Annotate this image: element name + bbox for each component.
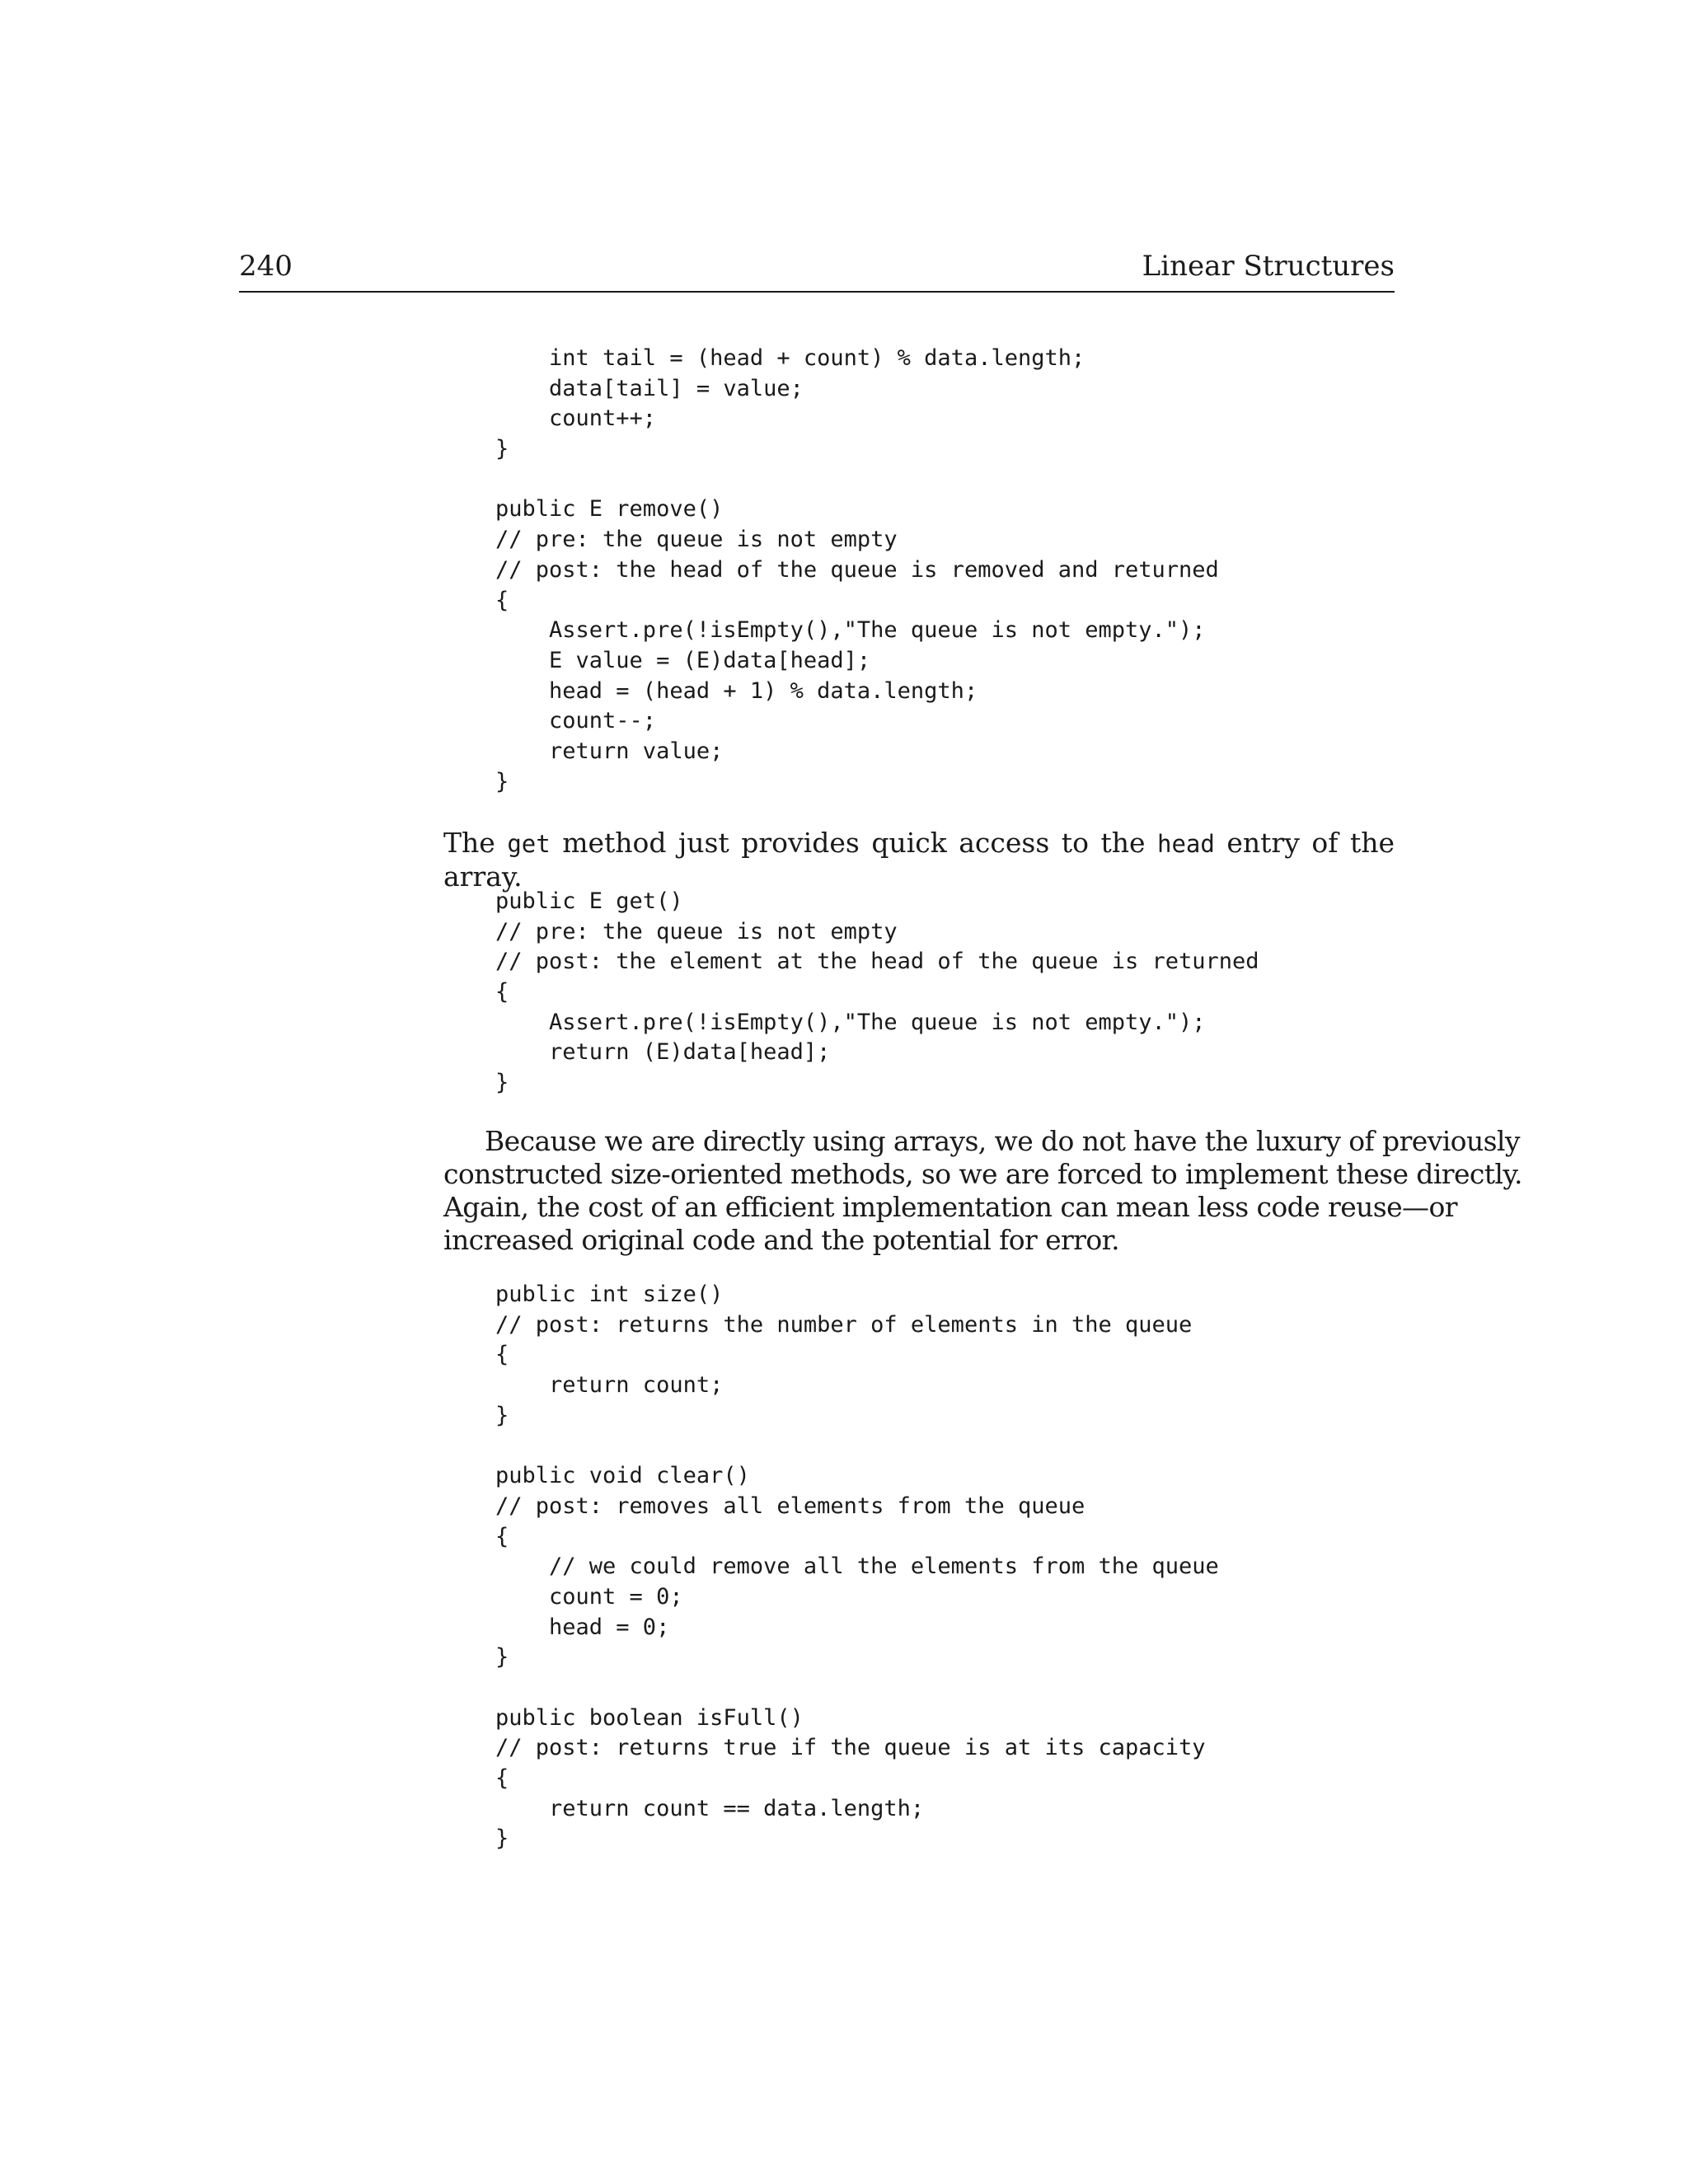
code-line: public void clear(): [495, 1463, 750, 1489]
code-line: {: [495, 1342, 509, 1368]
code-line: {: [495, 587, 509, 613]
code-line: }: [495, 1825, 509, 1852]
code-line: }: [495, 436, 509, 462]
code-block-get: [495, 887, 1259, 1099]
code-line: // pre: the queue is not empty: [495, 527, 898, 553]
running-head: Linear Structures: [1142, 250, 1395, 283]
code-line: public boolean isFull(): [495, 1704, 804, 1731]
code-line: }: [495, 1644, 509, 1671]
code-line: // post: returns true if the queue is at its capacity: [495, 1735, 1206, 1761]
text-run: method just provides quick access to the: [550, 827, 1158, 859]
code-line: public E remove(): [495, 496, 724, 523]
code-line: }: [495, 768, 509, 794]
code-line: head = (head + 1) % data.length;: [495, 677, 978, 704]
code-line: count++;: [495, 405, 657, 432]
code-line: Assert.pre(!isEmpty(),"The queue is not empty.");: [495, 1009, 1206, 1035]
code-line: Assert.pre(!isEmpty(),"The queue is not empty.");: [495, 617, 1206, 644]
code-line: data[tail] = value;: [495, 375, 804, 401]
text-run: The: [443, 827, 508, 859]
code-line: public int size(): [495, 1282, 724, 1307]
code-line: // pre: the queue is not empty: [495, 918, 898, 944]
code-line: return count;: [495, 1372, 724, 1399]
code-line: [495, 1673, 1219, 1704]
code-line: return value;: [495, 738, 724, 764]
code-line: count = 0;: [495, 1583, 683, 1610]
code-block-enqueue-remove: [495, 344, 1219, 797]
code-line: // post: returns the number of elements in the queue: [495, 1311, 1193, 1338]
code-line: }: [495, 1070, 509, 1096]
code-line: // we could remove all the elements from the queue: [495, 1554, 1219, 1580]
code-line: count--;: [495, 708, 657, 734]
text-run: entry of the array.: [443, 827, 1395, 893]
code-line: {: [495, 1523, 509, 1549]
code-line: // post: the element at the head of the queue is returned: [495, 949, 1259, 975]
code-line: [495, 465, 1219, 495]
code-line: return count == data.length;: [495, 1795, 925, 1821]
paragraph-get-description: [443, 827, 1395, 893]
inline-code-head: head: [1157, 830, 1215, 858]
paragraph-size-methods: [443, 1125, 1522, 1257]
code-line: [495, 1431, 1219, 1461]
code-line: public E get(): [495, 888, 683, 914]
code-line: // post: removes all elements from the queue: [495, 1493, 1085, 1519]
paragraph-line: [443, 1125, 1520, 1158]
code-line: }: [495, 1402, 509, 1428]
code-line: int tail = (head + count) % data.length;: [495, 345, 1085, 371]
code-line: {: [495, 1765, 509, 1791]
code-line: head = 0;: [495, 1614, 670, 1640]
header-rule: [239, 291, 1395, 293]
paragraph-line: Again, the cost of an efficient implementation can mean less code reuse—or: [443, 1191, 1457, 1223]
code-line: return (E)data[head];: [495, 1039, 831, 1066]
code-line: {: [495, 979, 509, 1005]
code-line: // post: the head of the queue is removed and returned: [495, 556, 1219, 583]
page-number: 240: [239, 250, 293, 283]
inline-code-get: get: [507, 830, 551, 858]
text-run: Because we are directly using arrays, we do not have the luxury of previously: [485, 1125, 1520, 1157]
code-line: E value = (E)data[head];: [495, 647, 871, 673]
paragraph-line: increased original code and the potential for error.: [443, 1224, 1120, 1256]
paragraph-line: constructed size-oriented methods, so we are forced to implement these directly.: [443, 1158, 1522, 1190]
code-block-size-clear-isfull: [495, 1280, 1219, 1854]
